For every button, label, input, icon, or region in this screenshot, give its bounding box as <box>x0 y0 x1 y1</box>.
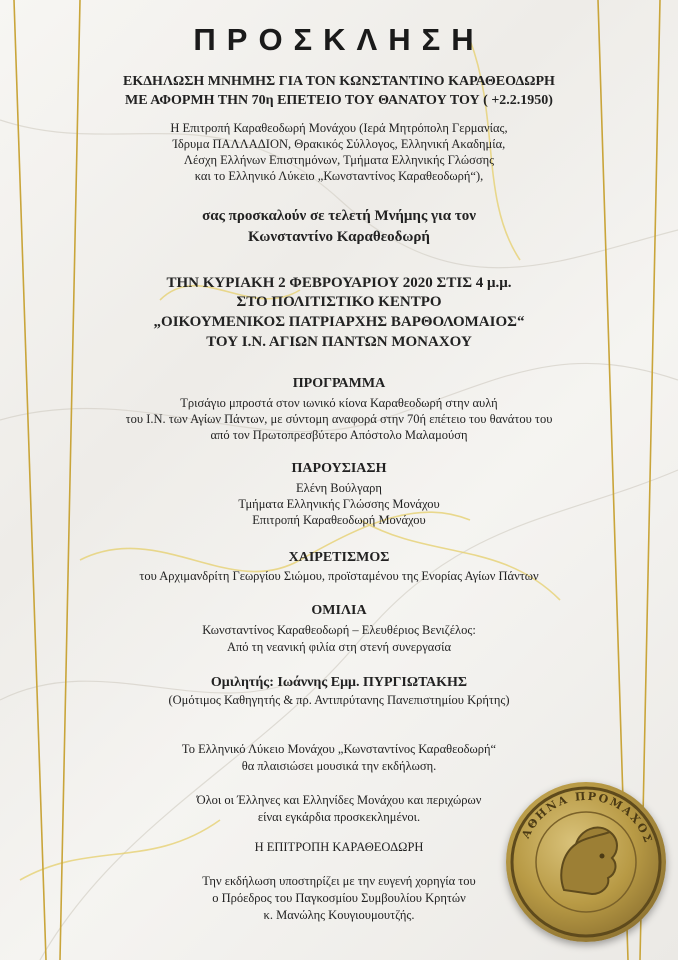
organizers-line: Λέσχη Ελλήνων Επιστημόνων, Τμήματα Ελληνικής Γλώσσης <box>183 153 495 167</box>
music-line: Το Ελληνικό Λύκειο Μονάχου „Κωνσταντίνος Καραθεοδωρή“ <box>181 742 497 756</box>
invite-line: Κωνσταντίνο Καραθεοδωρή <box>248 229 430 245</box>
subtitle-line: ΕΚΔΗΛΩΣΗ ΜΝΗΜΗΣ ΓΙΑ ΤΟΝ ΚΩΝΣΤΑΝΤΙΝΟ ΚΑΡΑΘΕΟΔΩΡΗ <box>123 74 555 89</box>
page-title: ΠΡΟΣΚΛΗΣΗ <box>193 22 485 57</box>
speech-line: Από τη νεανική φιλία στη στενή συνεργασία <box>226 640 452 654</box>
organizers-line: Η Επιτροπή Καραθεοδωρή Μονάχου (Ιερά Μητρόπολη Γερμανίας, <box>170 121 508 135</box>
presentation-heading: ΠΑΡΟΥΣΙΑΣΗ <box>291 461 387 476</box>
greeting-heading: ΧΑΙΡΕΤΙΣΜΟΣ <box>288 550 390 565</box>
speaker-name: Ομιλητής: Ιωάννης Εμμ. ΠΥΡΓΙΩΤΑΚΗΣ <box>210 675 468 690</box>
presentation-line: Επιτροπή Καραθεοδωρή Μονάχου <box>252 513 426 527</box>
greeting-line: του Αρχιμανδρίτη Γεωργίου Σιώμου, προϊσταμένου της Ενορίας Αγίων Πάντων <box>139 569 539 583</box>
event-line: ΤΗΝ ΚΥΡΙΑΚΗ 2 ΦΕΒΡΟΥΑΡΙΟΥ 2020 ΣΤΙΣ 4 μ.μ. <box>166 275 512 291</box>
program-line: από τον Πρωτοπρεσβύτερο Απόστολο Μαλαμούση <box>210 428 468 442</box>
organizers-line: Ίδρυμα ΠΑΛΛΑΔΙΟΝ, Θρακικός Σύλλογος, Ελληνική Ακαδημία, <box>172 137 506 151</box>
event-line: ΤΟΥ Ι.Ν. ΑΓΙΩΝ ΠΑΝΤΩΝ ΜΟΝΑΧΟΥ <box>206 334 472 350</box>
speech-line: Κωνσταντίνος Καραθεοδωρή – Ελευθέριος Βενιζέλος: <box>202 623 476 637</box>
music-line: θα πλαισιώσει μουσικά την εκδήλωση. <box>241 759 437 773</box>
sponsor-line: κ. Μανώλης Κουγιουμουτζής. <box>263 908 415 922</box>
speech-heading: ΟΜΙΛΙΑ <box>311 603 367 618</box>
sponsor-line: ο Πρόεδρος του Παγκοσμίου Συμβουλίου Κρητών <box>212 891 466 905</box>
presentation-line: Τμήματα Ελληνικής Γλώσσης Μονάχου <box>238 497 440 511</box>
organizers-line: και το Ελληνικό Λύκειο „Κωνσταντίνος Καραθεοδωρή“), <box>194 169 484 183</box>
program-line: του Ι.Ν. των Αγίων Πάντων, με σύντομη αναφορά στην 70ή επέτειο του θανάτου του <box>125 412 553 426</box>
welcome-line: Όλοι οι Έλληνες και Ελληνίδες Μονάχου και περιχώρων <box>196 793 482 807</box>
subtitle-line: ΜΕ ΑΦΟΡΜΗ ΤΗΝ 70η ΕΠΕΤΕΙΟ ΤΟΥ ΘΑΝΑΤΟΥ ΤΟΥ ( +2.2.1950) <box>125 93 553 108</box>
welcome-line: είναι εγκάρδια προσκεκλημένοι. <box>257 810 421 824</box>
coin-athena-icon <box>506 782 666 942</box>
sponsor-line: Την εκδήλωση υποστηρίζει με την ευγενή χορηγία του <box>202 874 476 888</box>
signature: Η ΕΠΙΤΡΟΠΗ ΚΑΡΑΘΕΟΔΩΡΗ <box>254 840 424 854</box>
speaker-role: (Ομότιμος Καθηγητής & πρ. Αντιπρύτανης Πανεπιστημίου Κρήτης) <box>168 693 510 707</box>
program-heading: ΠΡΟΓΡΑΜΜΑ <box>292 376 386 391</box>
presentation-line: Ελένη Βούλγαρη <box>296 481 382 495</box>
program-line: Τρισάγιο μπροστά στον ιωνικό κίονα Καραθεοδωρή στην αυλή <box>180 396 498 410</box>
medal-ring-text: ΑΘΗΝΑ ΠΡΟΜΑΧΟΣ <box>519 789 656 846</box>
event-line: „ΟΙΚΟΥΜΕΝΙΚΟΣ ΠΑΤΡΙΑΡΧΗΣ ΒΑΡΘΟΛΟΜΑΙΟΣ“ <box>153 314 525 330</box>
invite-line: σας προσκαλούν σε τελετή Μνήμης για τον <box>202 208 476 224</box>
event-line: ΣΤΟ ΠΟΛΙΤΙΣΤΙΚΟ ΚΕΝΤΡΟ <box>236 294 442 310</box>
